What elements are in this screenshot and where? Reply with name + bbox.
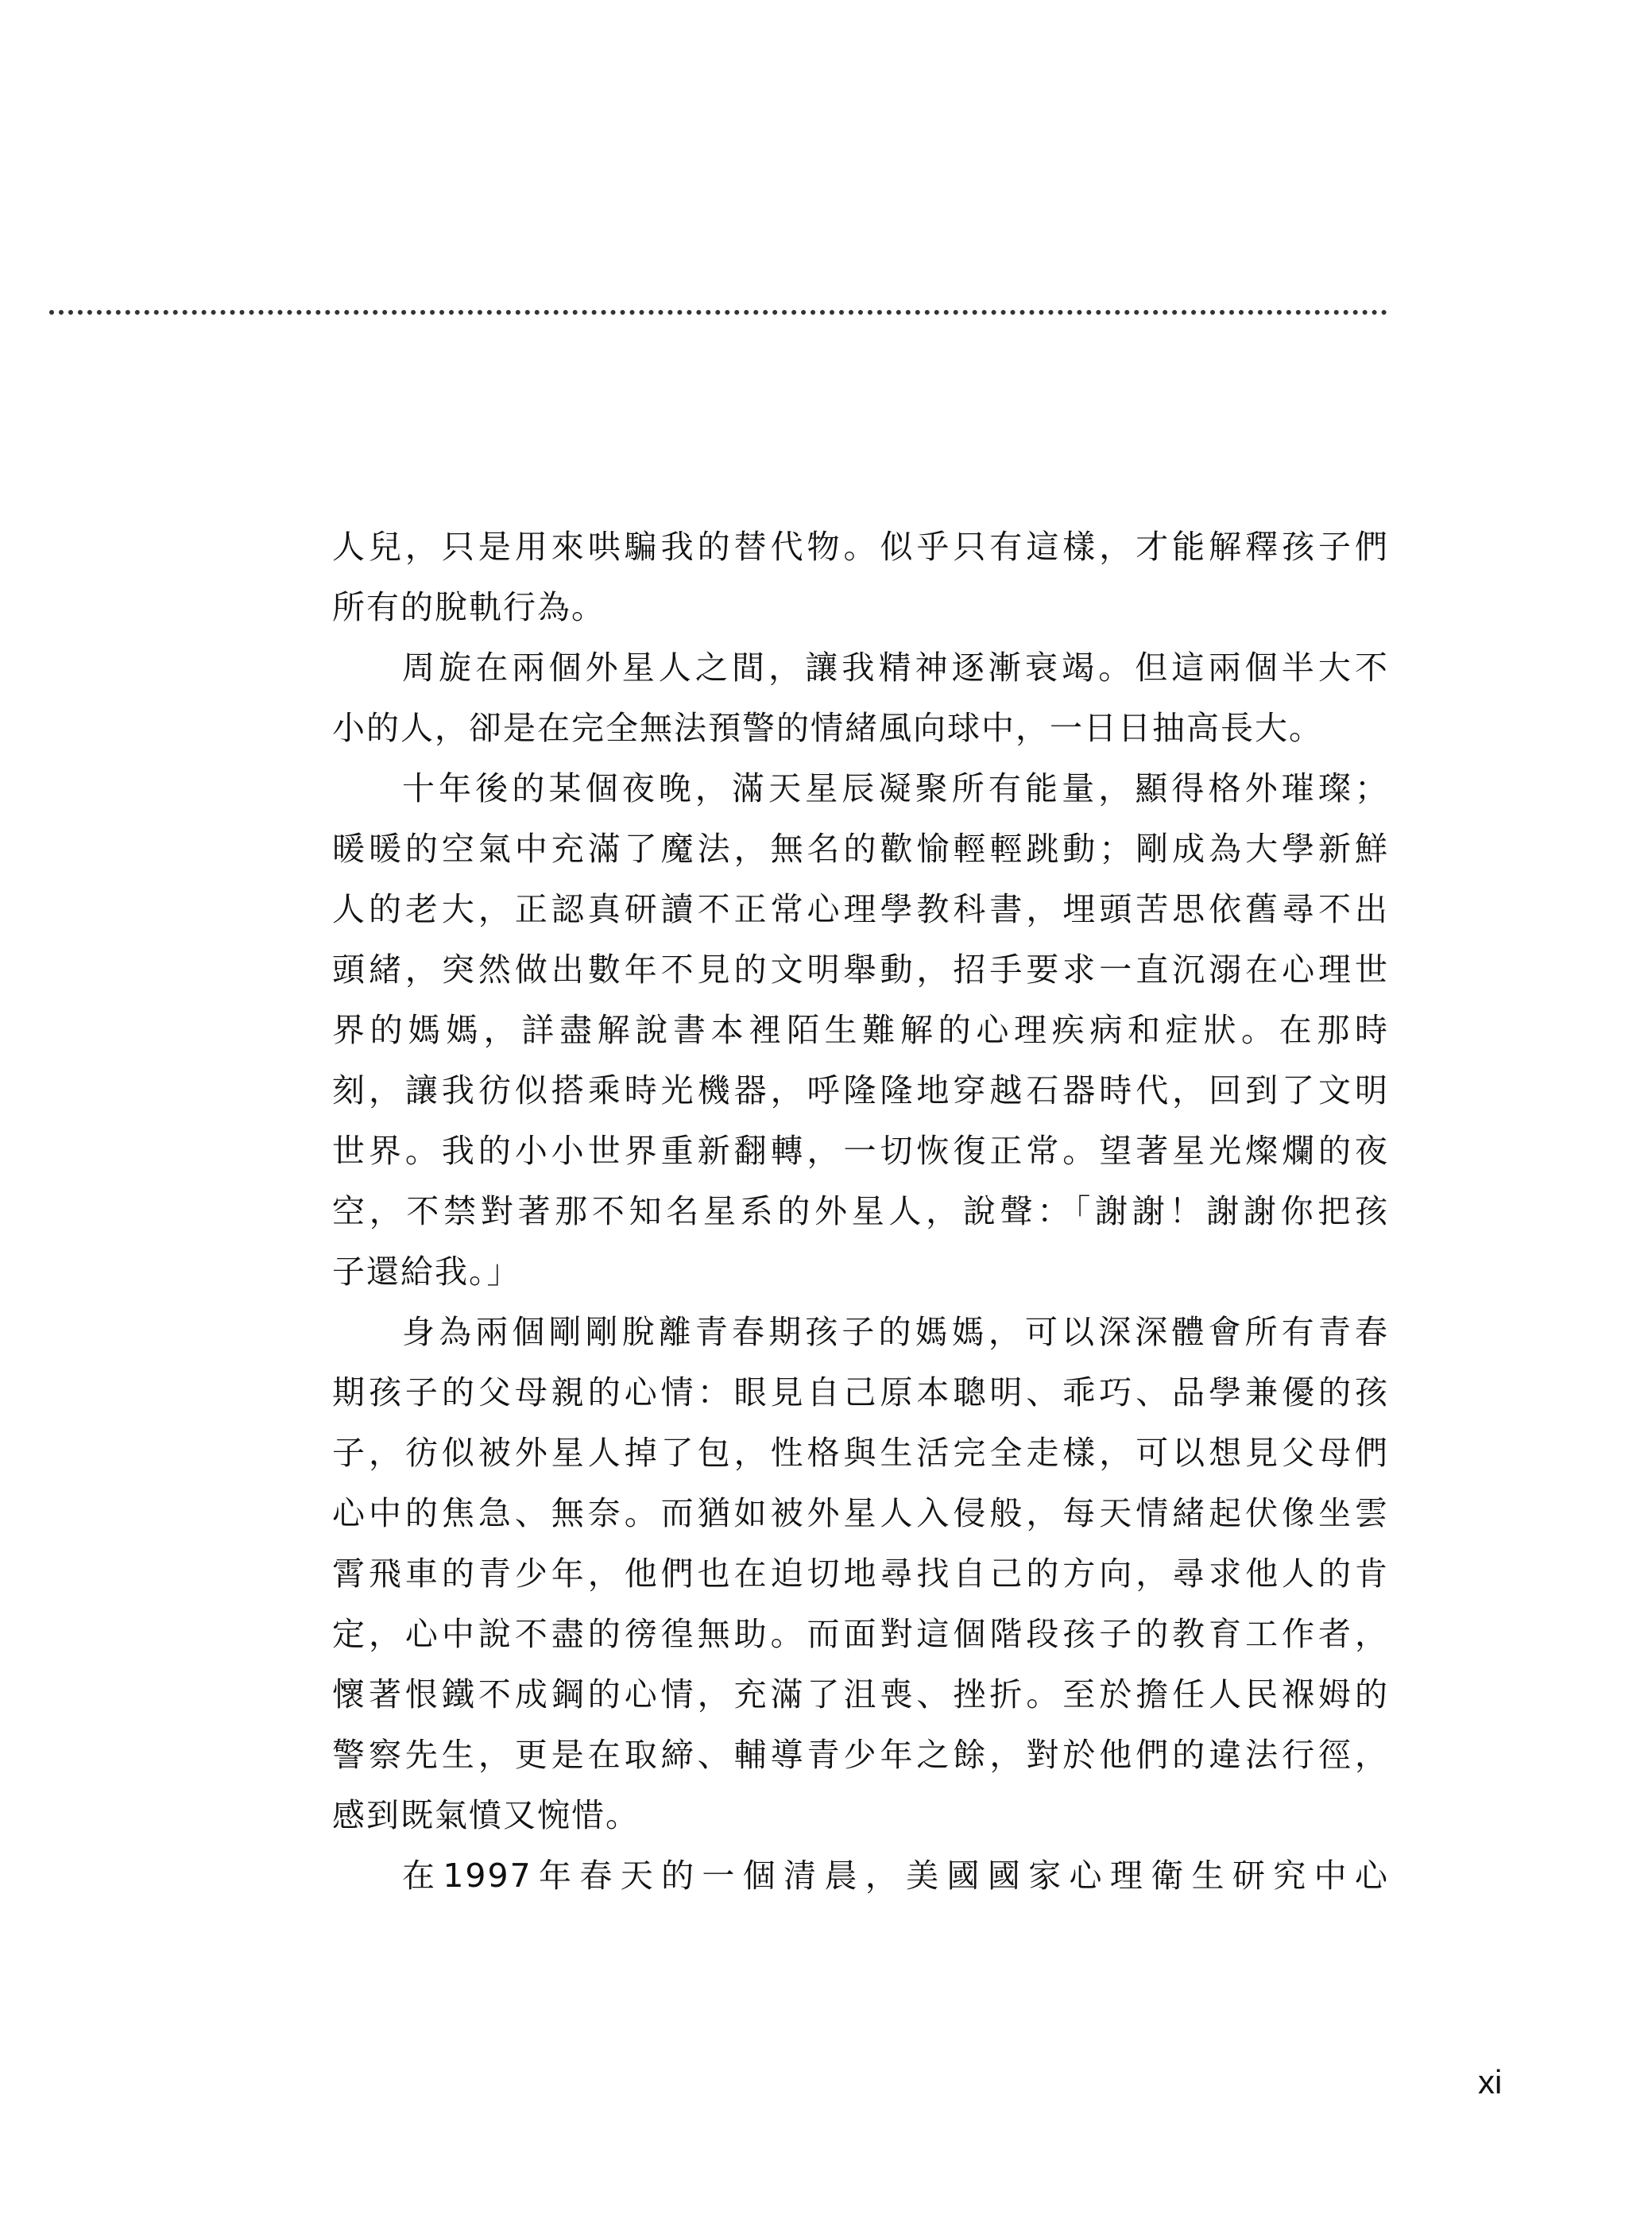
text-line: 期孩子的父母親的心情：眼見自己原本聰明、乖巧、品學兼優的孩 xyxy=(332,1373,1389,1411)
text-line: 人的老大，正認真研讀不正常心理學教科書，埋頭苦思依舊尋不出 xyxy=(332,890,1389,928)
text-line: 感到既氣憤又惋惜。 xyxy=(332,1796,640,1834)
text-line: 懷著恨鐵不成鋼的心情，充滿了沮喪、挫折。至於擔任人民褓姆的 xyxy=(332,1675,1389,1714)
text-line: 所有的脫軌行為。 xyxy=(332,588,605,626)
text-line: 身為兩個剛剛脫離青春期孩子的媽媽，可以深深體會所有青春 xyxy=(402,1313,1389,1351)
text-line: 心中的焦急、無奈。而猶如被外星人入侵般，每天情緒起伏像坐雲 xyxy=(332,1494,1389,1532)
text-line: 界的媽媽，詳盡解說書本裡陌生難解的心理疾病和症狀。在那時 xyxy=(332,1011,1389,1049)
text-line: 空，不禁對著那不知名星系的外星人，說聲：「謝謝！謝謝你把孩 xyxy=(332,1192,1389,1230)
text-line: 頭緒，突然做出數年不見的文明舉動，招手要求一直沉溺在心理世 xyxy=(332,951,1389,989)
page-number: xi xyxy=(1478,2063,1503,2101)
text-line: 定，心中說不盡的徬徨無助。而面對這個階段孩子的教育工作者， xyxy=(332,1615,1389,1653)
header-dotted-rule xyxy=(49,310,1387,315)
text-line: 霄飛車的青少年，他們也在迫切地尋找自己的方向，尋求他人的肯 xyxy=(332,1555,1389,1593)
text-line: 十年後的某個夜晚，滿天星辰凝聚所有能量，顯得格外璀璨； xyxy=(402,769,1389,807)
text-line: 人兒，只是用來哄騙我的替代物。似乎只有這樣，才能解釋孩子們 xyxy=(332,528,1389,566)
text-line: 刻，讓我彷似搭乘時光機器，呼隆隆地穿越石器時代，回到了文明 xyxy=(332,1071,1389,1109)
text-line: 子還給我。」 xyxy=(332,1253,521,1291)
text-line: 周旋在兩個外星人之間，讓我精神逐漸衰竭。但這兩個半大不 xyxy=(402,649,1389,687)
text-line: 暖暖的空氣中充滿了魔法，無名的歡愉輕輕跳動；剛成為大學新鮮 xyxy=(332,830,1389,868)
text-line: 小的人，卻是在完全無法預警的情緒風向球中，一日日抽高長大。 xyxy=(332,709,1323,747)
text-line: 子，彷似被外星人掉了包，性格與生活完全走樣，可以想見父母們 xyxy=(332,1434,1389,1472)
text-line: 在1997年春天的一個清晨，美國國家心理衛生研究中心 xyxy=(402,1857,1389,1895)
text-line: 世界。我的小小世界重新翻轉，一切恢復正常。望著星光燦爛的夜 xyxy=(332,1132,1389,1170)
body-text xyxy=(332,517,1389,1906)
text-line: 警察先生，更是在取締、輔導青少年之餘，對於他們的違法行徑， xyxy=(332,1736,1389,1774)
